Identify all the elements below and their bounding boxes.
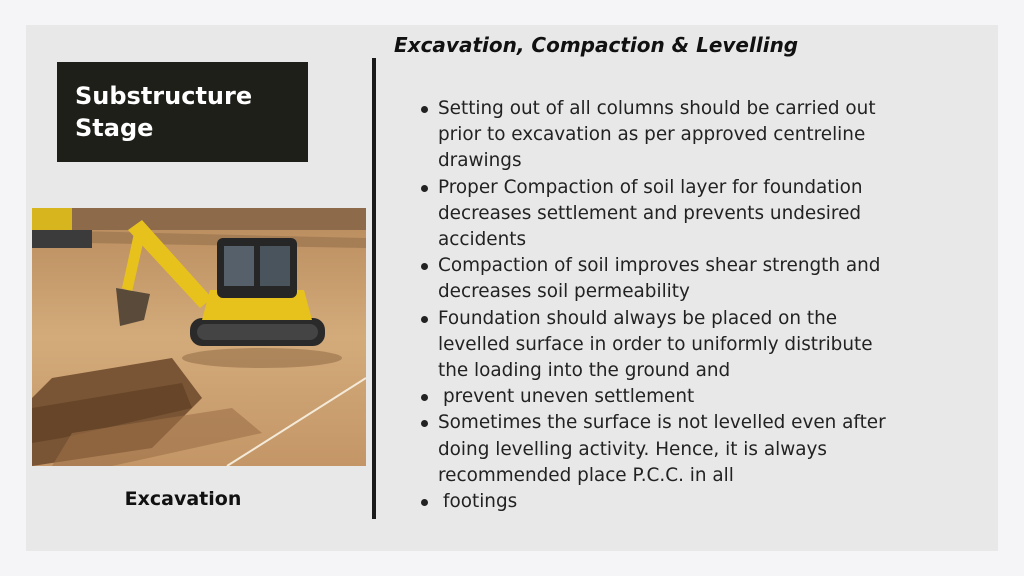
vertical-divider xyxy=(372,58,376,519)
bullet-item xyxy=(418,253,978,305)
bullet-line: doing levelling activity. Hence, it is always xyxy=(438,438,827,460)
bullet-item xyxy=(418,489,978,515)
bullet-line: Setting out of all columns should be carried out xyxy=(438,98,876,119)
bullet-line: Sometimes the surface is not levelled even after xyxy=(438,412,886,434)
bullet-line: Compaction of soil improves shear strength and xyxy=(438,255,881,277)
bullet-line: decreases soil permeability xyxy=(438,281,690,303)
bullet-item xyxy=(418,410,978,489)
bullet-line: Foundation should always be placed on the xyxy=(438,307,838,329)
excavator-photo-icon xyxy=(32,208,366,466)
bullet-line: levelled surface in order to uniformly distribute xyxy=(438,333,873,355)
bullet-list xyxy=(418,96,978,515)
bullet-dot-icon xyxy=(421,499,428,506)
section-heading: Excavation, Compaction & Levelling xyxy=(394,33,799,57)
bullet-line: the loading into the ground and xyxy=(438,360,731,382)
bullet-line: prevent uneven settlement xyxy=(443,386,695,408)
bullet-dot-icon xyxy=(421,263,428,270)
bullet-dot-icon xyxy=(421,106,428,113)
bullet-line: Proper Compaction of soil layer for foundation xyxy=(438,176,863,198)
stage-title-box xyxy=(57,62,308,162)
excavation-photo xyxy=(32,208,366,466)
bullet-line: footings xyxy=(443,491,518,513)
bullet-item xyxy=(418,175,978,254)
bullet-line: recommended place P.C.C. in all xyxy=(438,464,734,486)
bullet-line: decreases settlement and prevents undesired xyxy=(438,202,862,224)
bullet-dot-icon xyxy=(421,185,428,192)
bullet-line: drawings xyxy=(438,150,522,172)
bullet-line: prior to excavation as per approved centreline xyxy=(438,124,866,146)
bullet-dot-icon xyxy=(421,316,428,323)
bullet-dot-icon xyxy=(421,420,428,427)
bullet-item xyxy=(418,306,978,385)
stage-title-line-2: Stage xyxy=(75,114,154,142)
bullet-line: accidents xyxy=(438,229,527,251)
photo-caption: Excavation xyxy=(124,488,242,510)
bullet-dot-icon xyxy=(421,394,428,401)
stage-title-line-1: Substructure xyxy=(75,82,253,110)
bullet-item xyxy=(418,384,978,410)
bullet-item xyxy=(418,96,978,175)
